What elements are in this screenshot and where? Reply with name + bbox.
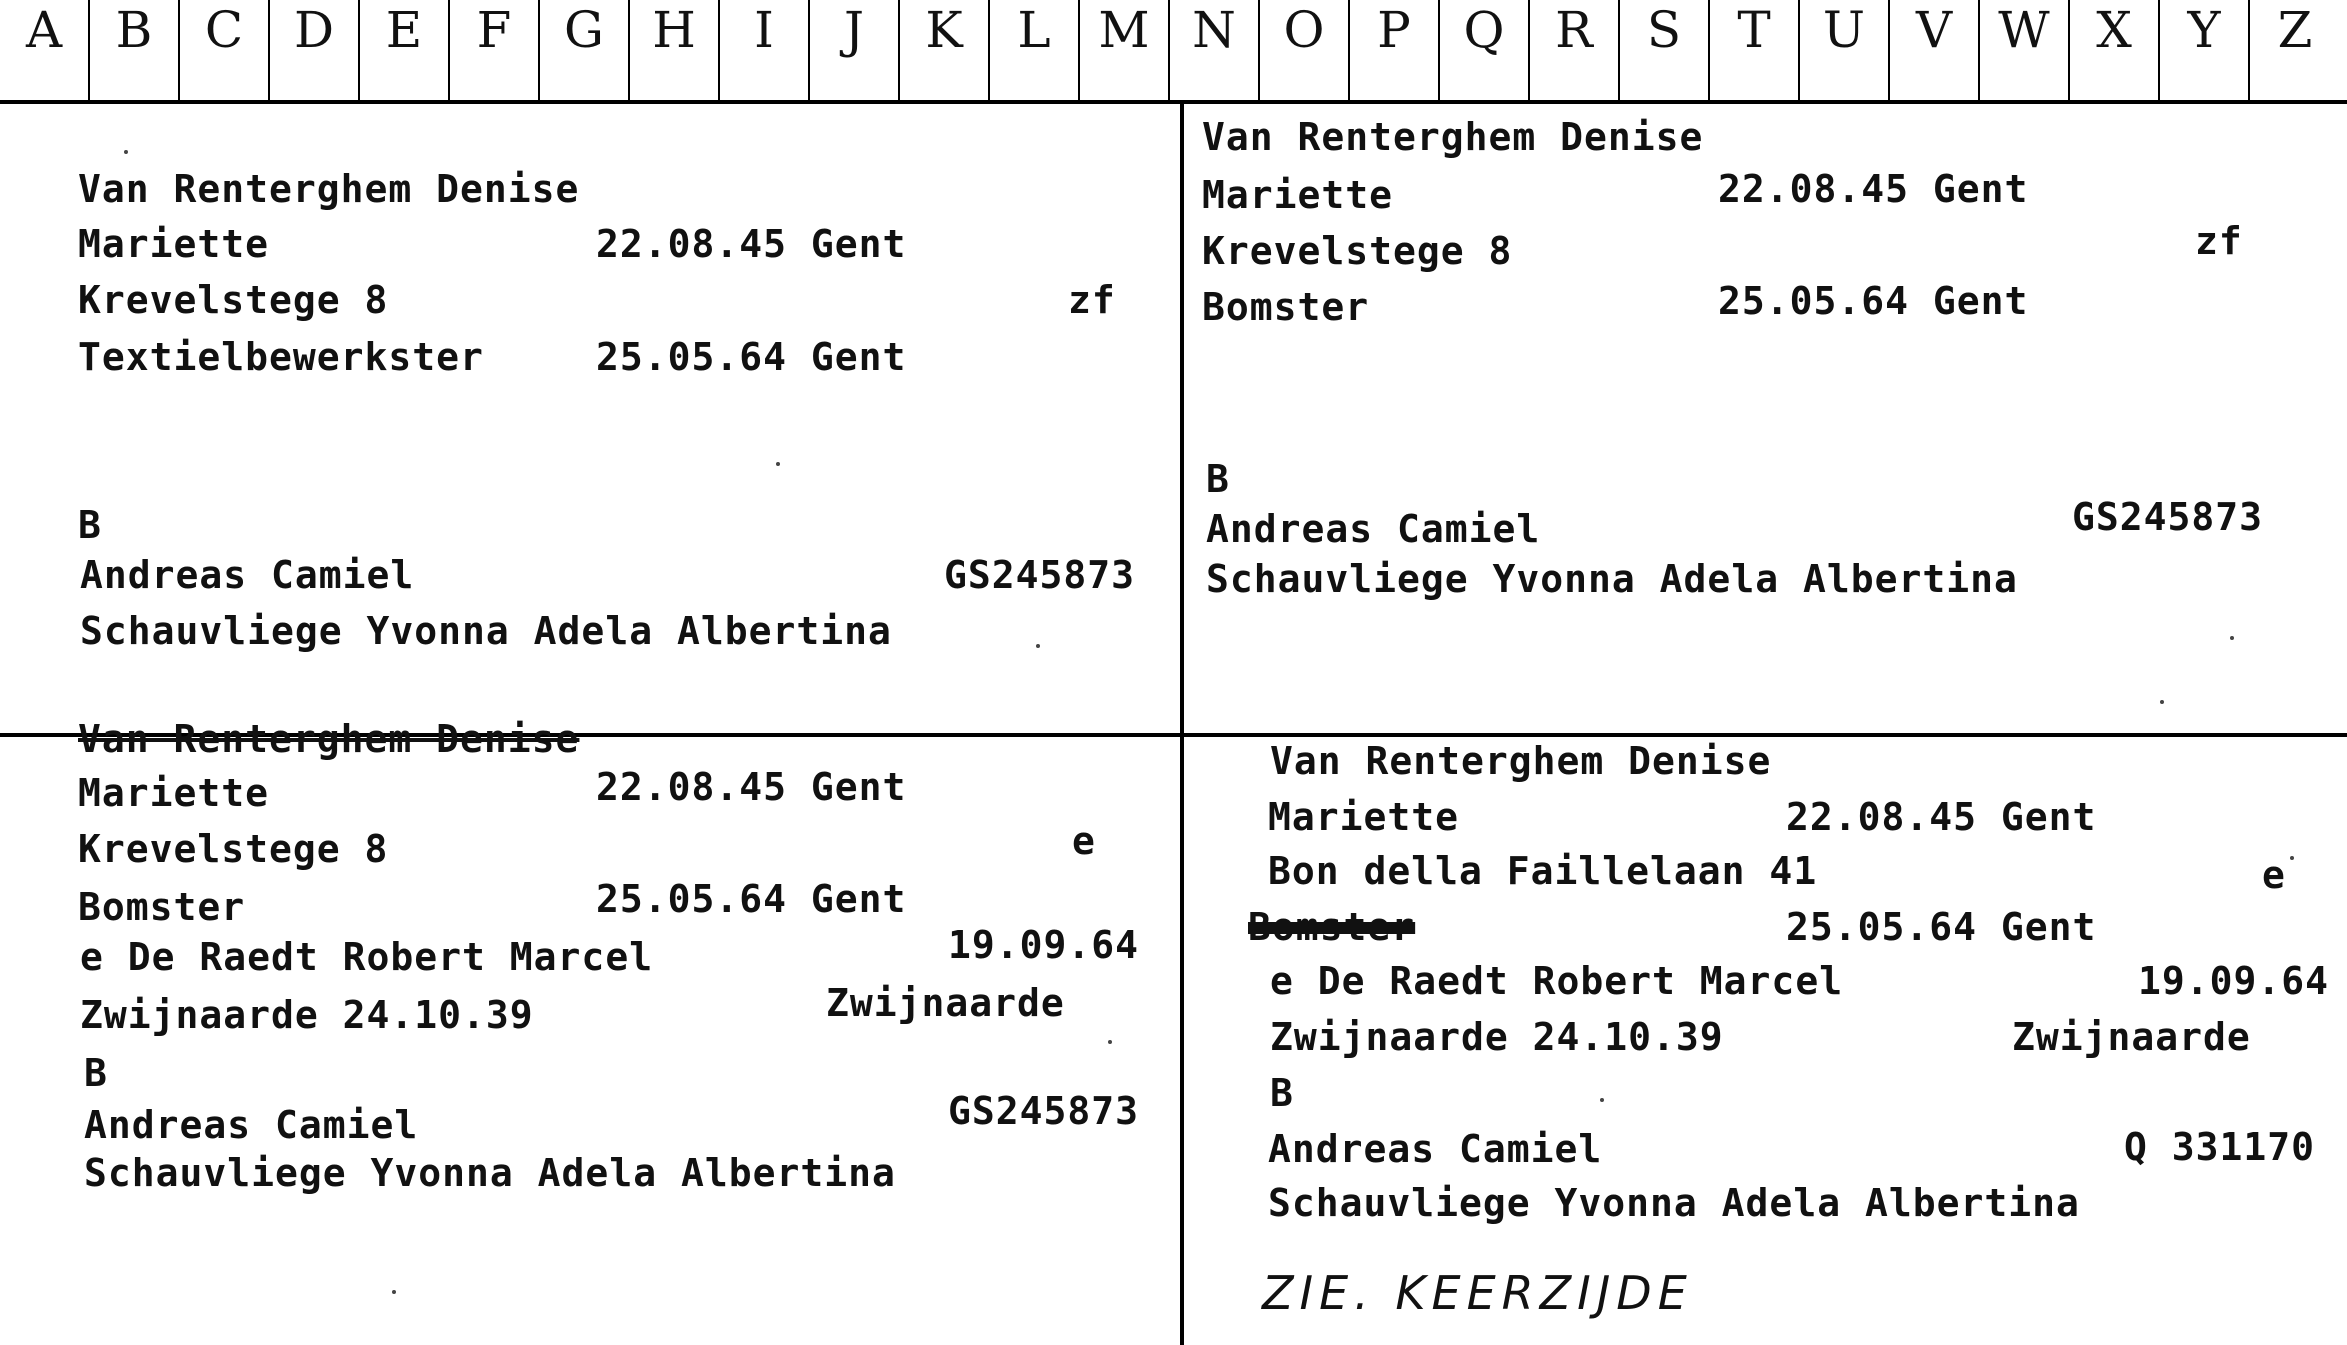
scan-speck bbox=[1036, 644, 1040, 648]
card-registration: 25.05.64 Gent bbox=[596, 335, 907, 379]
card-registration: 25.05.64 Gent bbox=[596, 877, 907, 921]
alphabet-index-ruler bbox=[0, 0, 2347, 104]
card-father: Andreas Camiel bbox=[84, 1103, 419, 1147]
card-street: Krevelstege 8 bbox=[78, 278, 389, 322]
card-given-names: Mariette bbox=[78, 222, 270, 266]
index-letter-e: E bbox=[360, 0, 450, 100]
card-spouse-birth: Zwijnaarde 24.10.39 bbox=[80, 993, 534, 1037]
index-letter-u: U bbox=[1800, 0, 1890, 100]
scan-speck bbox=[1108, 1040, 1112, 1044]
card-code: zf bbox=[2195, 219, 2243, 263]
card-job: Bomster bbox=[1248, 905, 1416, 949]
index-letter-t: T bbox=[1710, 0, 1800, 100]
index-letter-p: P bbox=[1350, 0, 1440, 100]
index-letter-v: V bbox=[1890, 0, 1980, 100]
card-given-names: Mariette bbox=[1202, 173, 1394, 217]
scan-speck bbox=[124, 150, 128, 154]
index-letter-q: Q bbox=[1440, 0, 1530, 100]
scan-speck bbox=[2230, 636, 2234, 640]
scan-speck bbox=[1600, 1098, 1604, 1102]
card-given-names: Mariette bbox=[1268, 795, 1460, 839]
card-street: Krevelstege 8 bbox=[78, 827, 389, 871]
index-letter-c: C bbox=[180, 0, 270, 100]
index-letter-i: I bbox=[720, 0, 810, 100]
card-handwritten-note: ZIE. KEERZIJDE bbox=[1262, 1266, 1693, 1320]
card-street: Krevelstege 8 bbox=[1202, 229, 1513, 273]
index-letter-b: B bbox=[90, 0, 180, 100]
card-father: Andreas Camiel bbox=[1268, 1127, 1603, 1171]
card-spouse-birth: Zwijnaarde 24.10.39 bbox=[1270, 1015, 1724, 1059]
card-name: Van Renterghem Denise bbox=[1270, 739, 1772, 783]
card-code: e bbox=[2262, 853, 2286, 897]
index-letter-x: X bbox=[2070, 0, 2160, 100]
card-code: e bbox=[1072, 819, 1096, 863]
card-nationality: B bbox=[78, 503, 102, 547]
card-job: Textielbewerkster bbox=[78, 335, 484, 379]
index-letter-a: A bbox=[0, 0, 90, 100]
card-mother: Schauvliege Yvonna Adela Albertina bbox=[80, 609, 892, 653]
card-marriage-date: 19.09.64 bbox=[2138, 959, 2330, 1003]
card-name: Van Renterghem Denise bbox=[1202, 115, 1704, 159]
card-nationality: B bbox=[84, 1051, 108, 1095]
card-nationality: B bbox=[1270, 1071, 1294, 1115]
card-mother: Schauvliege Yvonna Adela Albertina bbox=[84, 1151, 896, 1195]
scan-speck bbox=[776, 462, 780, 466]
scan-speck bbox=[392, 1290, 396, 1294]
index-letter-y: Y bbox=[2160, 0, 2250, 100]
card-mother: Schauvliege Yvonna Adela Albertina bbox=[1268, 1181, 2080, 1225]
index-letter-o: O bbox=[1260, 0, 1350, 100]
card-job: Bomster bbox=[78, 885, 246, 929]
card-marriage-date: 19.09.64 bbox=[948, 923, 1140, 967]
card-father: Andreas Camiel bbox=[1206, 507, 1541, 551]
index-letter-m: M bbox=[1080, 0, 1170, 100]
card-registration: 25.05.64 Gent bbox=[1718, 279, 2029, 323]
index-letter-z: Z bbox=[2250, 0, 2340, 100]
card-registration: 25.05.64 Gent bbox=[1786, 905, 2097, 949]
index-letter-g: G bbox=[540, 0, 630, 100]
card-father: Andreas Camiel bbox=[80, 553, 415, 597]
index-letter-s: S bbox=[1620, 0, 1710, 100]
card-spouse-place: Zwijnaarde bbox=[826, 981, 1065, 1025]
index-letter-f: F bbox=[450, 0, 540, 100]
scan-speck bbox=[2290, 856, 2294, 860]
index-letter-j: J bbox=[810, 0, 900, 100]
index-letter-d: D bbox=[270, 0, 360, 100]
card-street: Bon della Faillelaan 41 bbox=[1268, 849, 1818, 893]
card-reference: GS245873 bbox=[944, 553, 1136, 597]
card-reference: GS245873 bbox=[948, 1089, 1140, 1133]
card-divider-vertical bbox=[1180, 104, 1184, 1345]
card-nationality: B bbox=[1206, 457, 1230, 501]
card-reference: Q 331170 bbox=[2124, 1125, 2316, 1169]
card-name: Van Renterghem Denise bbox=[78, 717, 580, 761]
card-name: Van Renterghem Denise bbox=[78, 167, 580, 211]
scan-speck bbox=[2160, 700, 2164, 704]
index-letter-n: N bbox=[1170, 0, 1260, 100]
index-letter-h: H bbox=[630, 0, 720, 100]
card-spouse-place: Zwijnaarde bbox=[2012, 1015, 2251, 1059]
card-given-names: Mariette bbox=[78, 771, 270, 815]
index-letter-w: W bbox=[1980, 0, 2070, 100]
card-birth: 22.08.45 Gent bbox=[596, 765, 907, 809]
card-code: zf bbox=[1068, 278, 1116, 322]
index-letter-k: K bbox=[900, 0, 990, 100]
card-spouse: e De Raedt Robert Marcel bbox=[80, 935, 654, 979]
card-birth: 22.08.45 Gent bbox=[1786, 795, 2097, 839]
card-spouse: e De Raedt Robert Marcel bbox=[1270, 959, 1844, 1003]
card-mother: Schauvliege Yvonna Adela Albertina bbox=[1206, 557, 2018, 601]
index-letter-l: L bbox=[990, 0, 1080, 100]
card-reference: GS245873 bbox=[2072, 495, 2264, 539]
card-job: Bomster bbox=[1202, 285, 1370, 329]
card-birth: 22.08.45 Gent bbox=[1718, 167, 2029, 211]
index-letter-r: R bbox=[1530, 0, 1620, 100]
card-birth: 22.08.45 Gent bbox=[596, 222, 907, 266]
